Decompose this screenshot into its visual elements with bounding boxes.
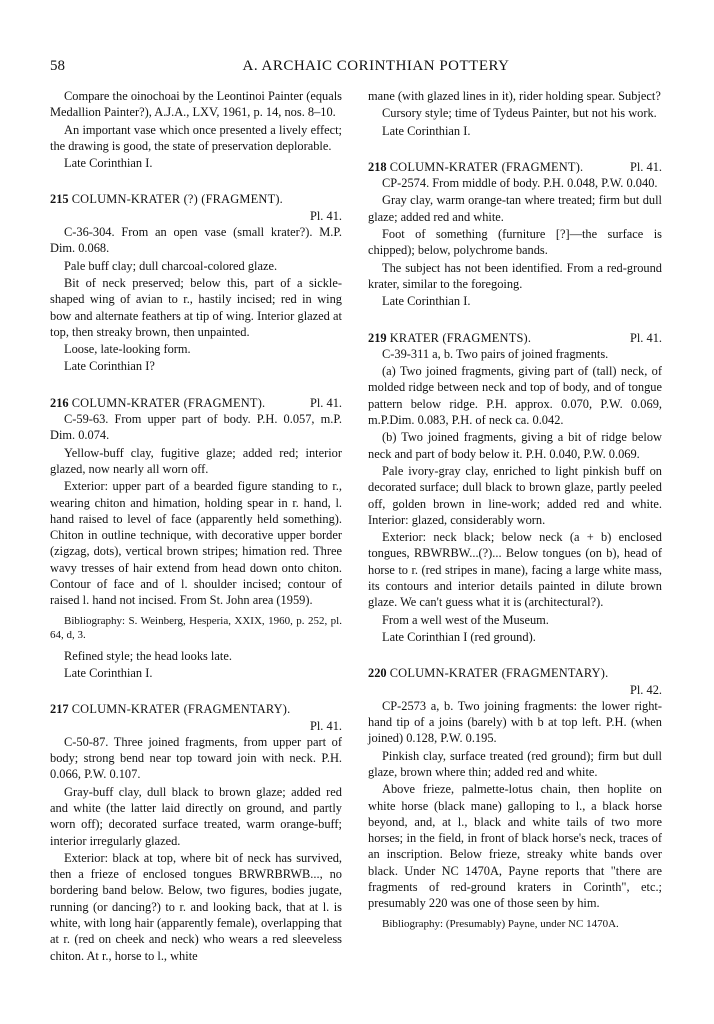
entry-title xyxy=(50,701,342,717)
entry-paragraph: C-36-304. From an open vase (small krater?). M.P. Dim. 0.068. xyxy=(50,225,342,256)
entry-paragraph: Bit of neck preserved; below this, part of a sickle-shaped wing of avian to r., hastily incised; red in wing bow and alternate feathers at tip of wing. Interior glazed at top, then streaky brown, then unpainted. xyxy=(50,275,342,339)
entry-paragraph: Above frieze, palmette-lotus chain, then hoplite on white horse (black mane) galloping to l., a black horse beyond, and, at l., black and white tails of two more horses; in the field, in front of black horse's neck, traces of an inscription. Below frieze, streaky white bands over black. Under NC 1470A, Payne reports that "there are fragments of red-ground kraters in Corinth", etc.; presumably 220 was one of those seen by him. xyxy=(368,782,662,911)
entry-title xyxy=(50,395,342,411)
entry-paragraph: Gray-buff clay, dull black to brown glaze; added red and white (the latter laid directly on ground, and partly worn off); decorated surface treated, warm orange-buff; interior irregularly glazed. xyxy=(50,784,342,848)
catalogue-entry-216 xyxy=(50,395,342,681)
entry-heading: COLUMN-KRATER (FRAGMENTARY). xyxy=(389,666,609,681)
entry-paragraph: Exterior: black at top, where bit of neck has survived, then a frieze of enclosed tongues BRWRBRWB..., no bordering band below. Below, two figures, bodies jugate, running (or dancing?) to r. and looking back, that at l. is white, with long hair (apparently female), overlapping that at r. (red on cheek and neck) who wears a red sleeveless chiton. At r., horse to l., white xyxy=(50,850,342,963)
entry-paragraph: (b) Two joined fragments, giving a bit of ridge below neck and part of body below it. P.H. 0.040, P.W. 0.069. xyxy=(368,430,662,461)
entry-paragraph: Late Corinthian I (red ground). xyxy=(382,629,536,644)
bibliography: Bibliography: (Presumably) Payne, under NC 1470A. xyxy=(382,917,619,930)
catalogue-entry-217 xyxy=(50,701,342,964)
entry-paragraph: Pale buff clay; dull charcoal-colored glaze. xyxy=(64,258,278,273)
continued-paragraph: mane (with glazed lines in it), rider holding spear. Subject? xyxy=(368,89,661,103)
entry-title xyxy=(368,665,662,681)
plate-reference: Pl. 41. xyxy=(629,159,662,174)
plate-reference: Pl. 41. xyxy=(309,208,342,223)
intro-paragraph: Compare the oinochoai by the Leontinoi Painter (equals Medallion Painter?), A.J.A., LXV, 1961, p. 14, nos. 8–10. xyxy=(50,89,342,120)
entry-paragraph: Gray clay, warm orange-tan where treated; firm but dull glaze; added red and white. xyxy=(368,193,662,224)
entry-paragraph: C-39-311 a, b. Two pairs of joined fragments. xyxy=(382,346,609,361)
entry-paragraph: Late Corinthian I? xyxy=(64,359,155,374)
catalogue-entry-215 xyxy=(50,191,342,374)
bibliography: Bibliography: S. Weinberg, Hesperia, XXIX, 1960, p. 252, pl. 64, d, 3. xyxy=(50,614,342,642)
left-column xyxy=(50,88,342,965)
entry-number: 215 xyxy=(50,192,69,207)
entry-title xyxy=(368,159,662,175)
entry-heading: KRATER (FRAGMENTS). xyxy=(389,330,532,345)
entry-title xyxy=(50,191,342,207)
entry-paragraph: Cursory style; time of Tydeus Painter, but not his work. xyxy=(382,106,657,121)
entry-paragraph: The subject has not been identified. From a red-ground krater, similar to the foregoing. xyxy=(368,260,662,291)
plate-reference: Pl. 41. xyxy=(629,330,662,345)
entry-paragraph: Exterior: neck black; below neck (a + b) enclosed tongues, RBWRBW...(?)... Below tongues (on b), head of horse to r. (red stripes in mane), facing a large white mass, its contours and interior details painted in dilute brown glaze. We can't guess what it is (architectural?). xyxy=(368,530,662,610)
entry-title xyxy=(368,330,662,346)
entry-paragraph: Loose, late-looking form. xyxy=(64,342,191,357)
entry-paragraph: Late Corinthian I. xyxy=(382,294,471,309)
entry-heading: COLUMN-KRATER (FRAGMENTARY). xyxy=(71,702,291,717)
entry-paragraph: C-59-63. From upper part of body. P.H. 0.057, m.P. Dim. 0.074. xyxy=(50,412,342,443)
intro-paragraph: An important vase which once presented a lively effect; the drawing is good, the state of preservation deplorable. xyxy=(50,122,342,153)
entry-paragraph: (a) Two joined fragments, giving part of (tall) neck, of molded ridge between neck and top of body, and of tongue pattern below ridge. P.H. approx. 0.070, P.W. 0.069, m.P.Dim. 0.083, P.H. of neck ca. 0.042. xyxy=(368,364,662,428)
page-number: 58 xyxy=(50,58,65,74)
entry-paragraph: C-50-87. Three joined fragments, from upper part of body; strong bend near top toward join with neck. P.H. 0.066, P.W. 0.107. xyxy=(50,734,342,782)
entry-paragraph: Yellow-buff clay, fugitive glaze; added red; interior glazed, now nearly all worn off. xyxy=(50,445,342,476)
plate-reference: Pl. 41. xyxy=(309,395,342,410)
plate-reference: Pl. 41. xyxy=(309,718,342,733)
catalogue-entry-218 xyxy=(368,159,662,310)
entry-number: 217 xyxy=(50,702,69,717)
plate-reference: Pl. 42. xyxy=(629,682,662,697)
catalogue-entry-219 xyxy=(368,330,662,646)
entry-number: 218 xyxy=(368,159,387,174)
page-header xyxy=(50,58,662,78)
entry-paragraph: Pinkish clay, surface treated (red ground); firm but dull glaze, brown where thin; added red and white. xyxy=(368,748,662,779)
intro-paragraph: Late Corinthian I. xyxy=(64,156,153,171)
entry-number: 219 xyxy=(368,330,387,345)
entry-paragraph: Foot of something (furniture [?]—the surface is chipped); below, polychrome bands. xyxy=(368,227,662,258)
running-title: A. ARCHAIC CORINTHIAN POTTERY xyxy=(242,58,510,74)
entry-paragraph: Exterior: upper part of a bearded figure standing to r., wearing chiton and himation, holding spear in r. hand, l. hand raised to level of face (apparently held something). Chiton in outline technique, with decorative upper border (zigzag, dots), vertical brown stripes; himation red. Three wavy tresses of hair extend from head down onto chiton. Contour of face and of l. shoulder incised; contour of raised l. hand not incised. From St. John area (1959). xyxy=(50,479,342,608)
entry-heading: COLUMN-KRATER (?) (FRAGMENT). xyxy=(71,192,283,207)
right-column xyxy=(368,88,662,936)
catalogue-entry-220 xyxy=(368,665,662,931)
entry-paragraph: From a well west of the Museum. xyxy=(382,612,549,627)
entry-heading: COLUMN-KRATER (FRAGMENT). xyxy=(389,159,584,174)
entry-paragraph: CP-2574. From middle of body. P.H. 0.048, P.W. 0.040. xyxy=(382,176,658,191)
entry-number: 220 xyxy=(368,666,387,681)
entry-paragraph: Late Corinthian I. xyxy=(382,123,471,138)
entry-paragraph: Pale ivory-gray clay, enriched to light pinkish buff on decorated surface; dull black to brown glaze, partly peeled off, golden brown in line-work; added red and white. Interior: glazed, considerably worn. xyxy=(368,463,662,527)
entry-paragraph: CP-2573 a, b. Two joining fragments: the lower right-hand tip of a joins (barely) with b at top left. P.H. (when joined) 0.128, P.W. 0.195. xyxy=(368,698,662,746)
entry-paragraph: Late Corinthian I. xyxy=(64,665,153,680)
entry-heading: COLUMN-KRATER (FRAGMENT). xyxy=(71,395,266,410)
entry-paragraph: Refined style; the head looks late. xyxy=(64,648,232,663)
entry-number: 216 xyxy=(50,395,69,410)
